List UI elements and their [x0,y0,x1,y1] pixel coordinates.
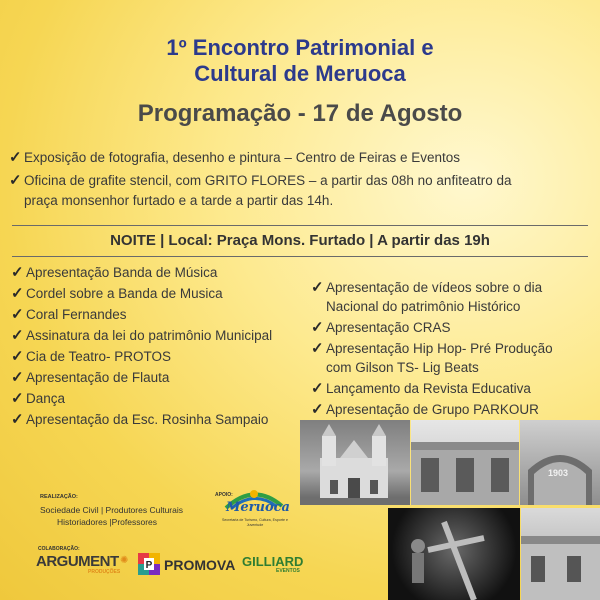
night-item: ✓ Apresentação CRAS [311,319,451,336]
facade-year: 1903 [548,468,569,478]
colonial-house-photo [521,508,600,600]
night-item: ✓ Lançamento da Revista Educativa [311,380,531,397]
theater-illustration [388,508,520,600]
night-item: ✓ Apresentação Hip Hop- Pré Produção [311,340,553,357]
checkmark-icon: ✓ [311,319,324,336]
day-item [9,171,512,190]
checkmark-icon: ✓ [311,401,324,418]
house-illustration [521,508,600,600]
day-item [9,148,461,167]
meruoca-logo-caption: Secretaria de Turismo, Cultura, Esporte e Juventude [221,518,289,527]
checkmark-icon: ✓ [311,380,324,397]
divider-bottom [12,256,588,257]
night-item: ✓ Apresentação de Grupo PARKOUR [311,401,539,418]
day-item-continuation: praça monsenhor furtado e a tarde a partir das 14h. [24,193,334,208]
night-item: ✓ Coral Fernandes [11,306,127,323]
day-item-text: Exposição de fotografia, desenho e pintura – Centro de Feiras e Eventos [24,150,461,165]
checkmark-icon: ✓ [11,411,24,428]
promova-logo [138,553,234,579]
gilliard-logo [242,554,312,580]
event-title-line2: Cultural de Meruoca [194,61,406,86]
realizacao-line2: Historiadores |Professores [57,517,157,527]
facade-illustration [520,420,600,505]
argument-logo [36,553,132,579]
star-icon: ✺ [120,555,129,566]
argument-logo-sub: PRODUÇÕES [88,569,121,575]
meruoca-logo [218,484,290,530]
promova-logo-icon [138,553,160,575]
svg-text:P: P [145,560,153,571]
night-item: ✓ Apresentação de vídeos sobre o dia [311,279,543,296]
night-item-continuation: com Gilson TS- Lig Beats [326,360,479,375]
checkmark-icon: ✓ [11,369,24,386]
checkmark-icon: ✓ [11,327,24,344]
checkmark-icon: ✓ [311,340,324,357]
program-date-heading: Programação - 17 de Agosto [137,100,463,127]
gilliard-logo-sub: EVENTOS [276,568,300,574]
night-item: ✓ Cia de Teatro- PROTOS [11,348,172,365]
checkmark-icon: ✓ [11,285,24,302]
gilliard-logo-text: GILLIARD [242,554,304,569]
checkmark-icon: ✓ [11,264,24,281]
checkmark-icon: ✓ [11,390,24,407]
argument-logo-text: ARGUMENT [36,553,119,570]
old-building-photo [411,420,519,505]
apoio-label: APOIO: [215,492,233,498]
checkmark-icon: ✓ [11,348,24,365]
night-item: ✓ Assinatura da lei do patrimônio Municipal [11,327,273,344]
night-item: ✓ Apresentação Banda de Música [11,264,218,281]
night-item: ✓ Apresentação da Esc. Rosinha Sampaio [11,411,269,428]
theater-photo [388,508,520,600]
night-section-header: NOITE | Local: Praça Mons. Furtado | A partir das 19h [110,232,490,249]
realizacao-line1: Sociedade Civil | Produtores Culturais [40,505,183,515]
checkmark-icon: ✓ [311,279,324,296]
night-item: ✓ Dança [11,390,66,407]
divider-top [12,225,588,226]
realizacao-label: REALIZAÇÃO: [40,494,78,500]
meruoca-logo-text: Meruoca [226,500,290,515]
church-illustration [300,420,410,505]
event-title-line1: 1º Encontro Patrimonial e [166,35,434,60]
night-item-continuation: Nacional do patrimônio Histórico [326,299,521,314]
colaboracao-label: COLABORAÇÃO: [38,546,80,552]
day-item-text: Oficina de grafite stencil, com GRITO FLORES – a partir das 08h no anfiteatro da [24,173,512,188]
church-photo [300,420,410,505]
facade-photo [520,420,600,505]
night-item: ✓ Apresentação de Flauta [11,369,170,386]
night-item: ✓ Cordel sobre a Banda de Musica [11,285,223,302]
checkmark-icon: ✓ [9,149,22,166]
checkmark-icon: ✓ [9,172,22,189]
checkmark-icon: ✓ [11,306,24,323]
promova-logo-text: PROMOVA [164,557,236,573]
building-illustration [411,420,519,505]
